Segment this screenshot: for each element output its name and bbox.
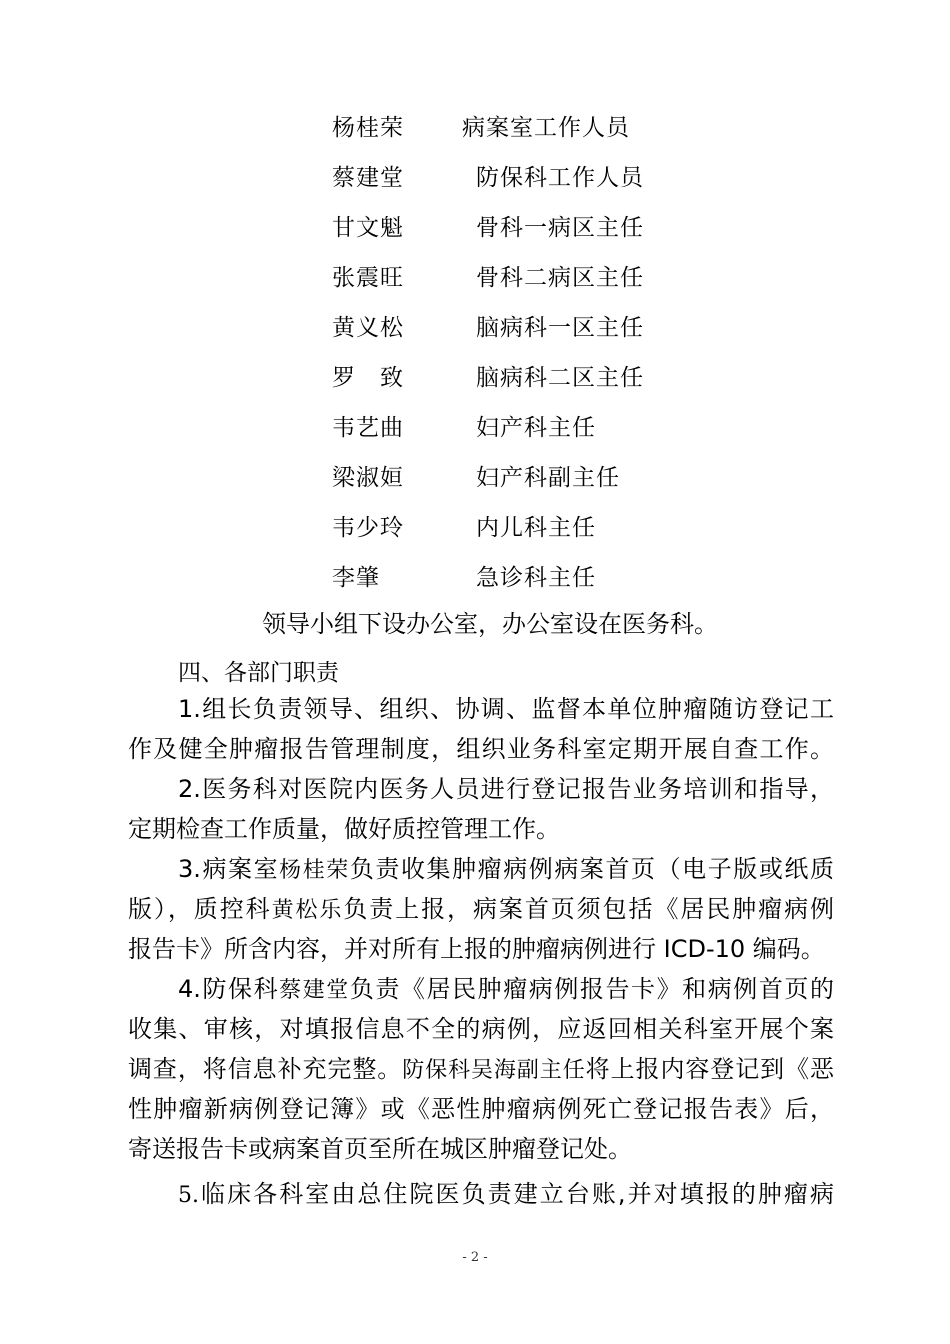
section-heading: 四、各部门职责 [178, 660, 339, 686]
staff-role: 病案室工作人员 [462, 115, 630, 141]
staff-name: 张震旺 [332, 265, 404, 291]
text-run: 版），质控科 [128, 895, 272, 923]
staff-name: 甘文魁 [332, 215, 404, 241]
staff-name: 韦艺曲 [332, 415, 404, 441]
staff-row [0, 310, 950, 350]
staff-role: 内儿科主任 [476, 515, 596, 541]
staff-row [0, 560, 950, 600]
staff-role: 骨科一病区主任 [476, 215, 644, 241]
staff-role: 妇产科主任 [476, 415, 596, 441]
text-run: 将上报内容登记到《恶 [585, 1055, 835, 1083]
staff-role: 骨科二病区主任 [476, 265, 644, 291]
text-run: 调查，将信息补充完整。 [128, 1055, 403, 1083]
text-run: 负责上报，病案首页须包括《居民肿瘤病例 [343, 895, 834, 923]
person-name: 防保科吴海副主任 [402, 1058, 586, 1083]
person-name: 杨桂荣 [279, 858, 350, 883]
staff-name: 黄义松 [332, 315, 404, 341]
paragraph-3-line-1 [178, 852, 834, 888]
paragraph-5-line-1 [178, 1177, 834, 1213]
staff-row [0, 160, 950, 200]
paragraph-4-line-4: 性肿瘤新病例登记簿》或《恶性肿瘤病例死亡登记报告表》后， [128, 1095, 834, 1123]
staff-row [0, 510, 950, 550]
staff-row [0, 410, 950, 450]
staff-role: 脑病科一区主任 [476, 315, 644, 341]
staff-role: 急诊科主任 [476, 565, 596, 591]
staff-name: 梁淑姮 [332, 465, 404, 491]
staff-role: 防保科工作人员 [476, 165, 644, 191]
paragraph-1-line-1: 1.组长负责领导、组织、协调、监督本单位肿瘤随访登记工 [178, 695, 834, 723]
text-run: 4.防保科 [178, 975, 280, 1003]
person-name: 蔡建堂 [279, 978, 350, 1003]
paragraph-2-line-2: 定期检查工作质量，做好质控管理工作。 [128, 815, 560, 843]
paragraph-1-line-2: 作及健全肿瘤报告管理制度，组织业务科室定期开展自查工作。 [128, 735, 834, 763]
staff-name: 李肇 [332, 565, 380, 591]
staff-row [0, 110, 950, 150]
text-run: 负责收集肿瘤病例病案首页（电子版或纸质 [349, 855, 834, 883]
paragraph-4-line-2: 收集、审核，对填报信息不全的病例，应返回相关科室开展个案 [128, 1015, 834, 1043]
staff-row [0, 210, 950, 250]
staff-name: 杨桂荣 [332, 115, 404, 141]
staff-name: 罗 致 [332, 365, 404, 391]
paragraph-4-line-3 [128, 1052, 834, 1088]
staff-row [0, 260, 950, 300]
staff-name: 蔡建堂 [332, 165, 404, 191]
staff-name: 韦少玲 [332, 515, 404, 541]
text-run: 5. [178, 1183, 199, 1208]
paragraph-3-line-2 [128, 892, 834, 928]
staff-row [0, 460, 950, 500]
office-note: 领导小组下设办公室，办公室设在医务科。 [262, 610, 718, 638]
text-run: 负责《居民肿瘤病例报告卡》和病例首页的 [349, 975, 834, 1003]
text-run: 3.病案室 [178, 855, 280, 883]
paragraph-2-line-1: 2.医务科对医院内医务人员进行登记报告业务培训和指导， [178, 775, 834, 803]
staff-role: 脑病科二区主任 [476, 365, 644, 391]
page-number: - 2 - [462, 1250, 488, 1265]
person-name: 黄松乐 [271, 898, 344, 923]
staff-row [0, 360, 950, 400]
text-run: 临床各科室由总住院医负责建立台账,并对填报的肿瘤病 [199, 1180, 834, 1208]
paragraph-4-line-1 [178, 972, 834, 1008]
paragraph-4-line-5: 寄送报告卡或病案首页至所在城区肿瘤登记处。 [128, 1135, 632, 1163]
staff-role: 妇产科副主任 [476, 465, 620, 491]
paragraph-3-line-3: 报告卡》所含内容，并对所有上报的肿瘤病例进行 ICD-10 编码。 [128, 935, 825, 963]
